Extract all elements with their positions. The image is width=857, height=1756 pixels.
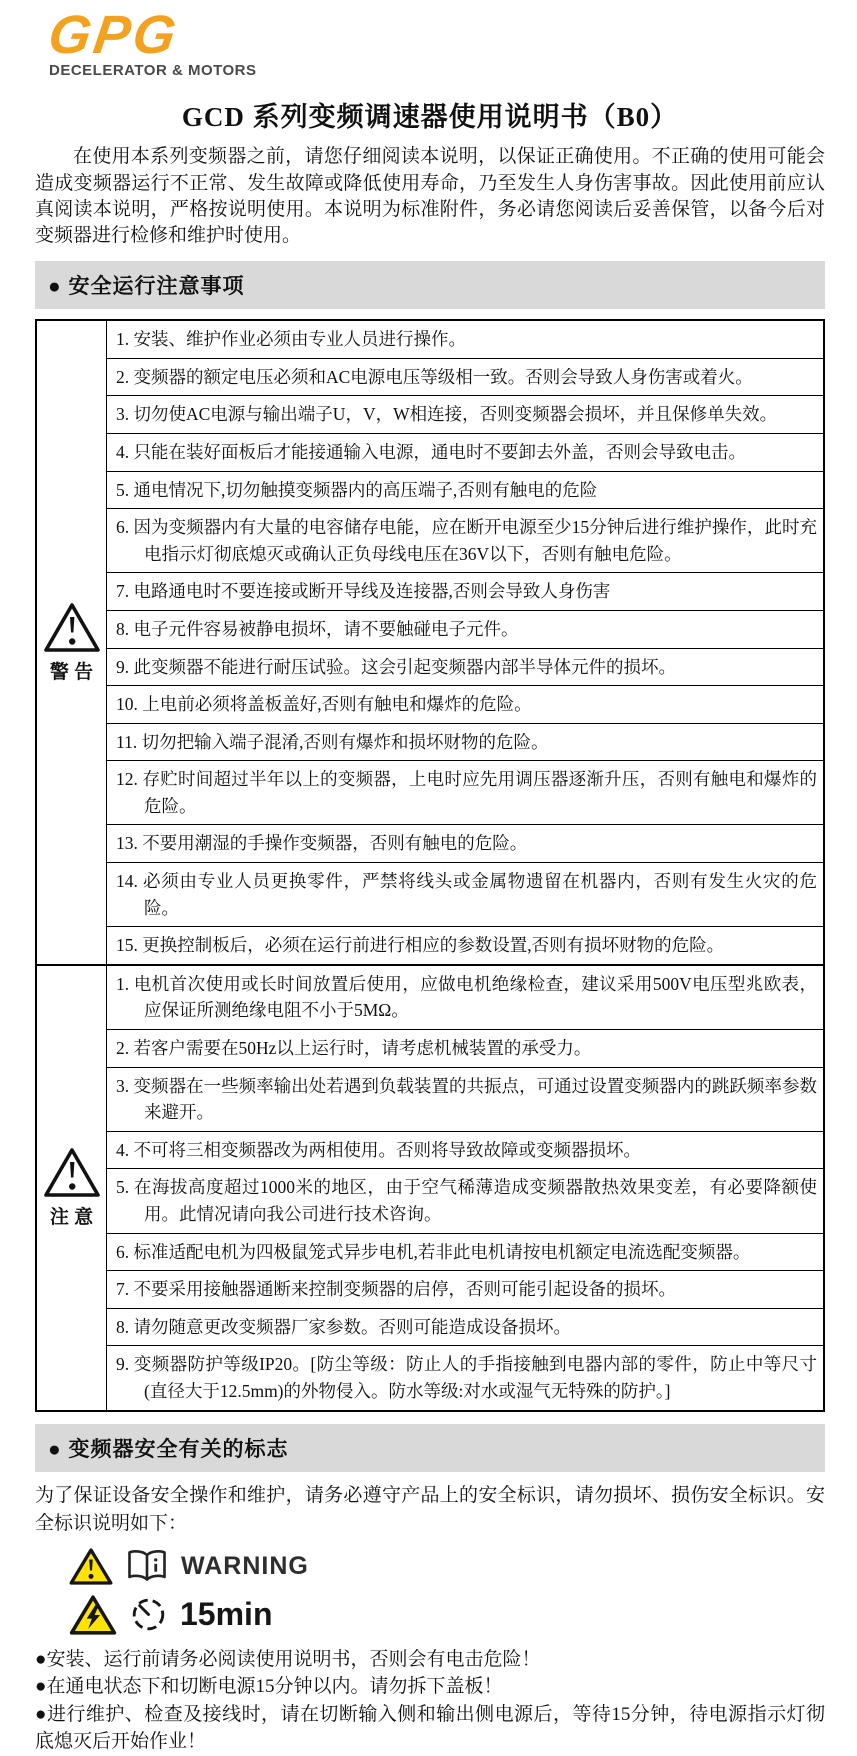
warning-sign-row: [69, 1547, 825, 1586]
brand-logo: GPG: [44, 5, 183, 65]
table-row: 10. 上电前必须将盖板盖好,否则有触电和爆炸的危险。: [107, 685, 823, 723]
table-row: 1. 电机首次使用或长时间放置后使用，应做电机绝缘检查，建议采用500V电压型兆欧表，应保证所测绝缘电阻不小于5MΩ。: [116, 973, 817, 1021]
read-manual-book-icon: [126, 1548, 168, 1584]
time-sign-label: 15min: [180, 1596, 273, 1633]
table-row: 9. 变频器防护等级IP20。[防尘等级：防止人的手指接触到电器内部的零件，防止中等尺寸(直径大于12.5mm)的外物侵入。防水等级:对水或湿气无特殊的防护。]: [107, 1345, 823, 1409]
brand-subtitle: DECELERATOR & MOTORS: [49, 62, 257, 80]
wait-timer-icon: [130, 1596, 167, 1633]
table-row: 2. 若客户需要在50Hz以上运行时，请考虑机械装置的承受力。: [107, 1029, 823, 1067]
table-row: 2. 变频器的额定电压必须和AC电源电压等级相一致。否则会导致人身伤害或着火。: [107, 358, 823, 396]
table-row: 14. 必须由专业人员更换零件，严禁将线头或金属物遗留在机器内，否则有发生火灾的危险。: [107, 862, 823, 926]
safety-note: ●在通电状态下和切断电源15分钟以内。请勿拆下盖板！: [35, 1676, 503, 1698]
safety-table: [35, 319, 825, 1411]
caution-group: [37, 964, 823, 1410]
table-row: 9. 此变频器不能进行耐压试验。这会引起变频器内部半导体元件的损坏。: [107, 648, 823, 686]
warning-group: [37, 321, 823, 964]
warning-label: 警 告: [49, 661, 94, 683]
page-title: GCD 系列变频调速器使用说明书（B0）: [181, 102, 679, 133]
caution-triangle-icon: [43, 1147, 101, 1199]
table-row: 3. 变频器在一些频率输出处若遇到负载装置的共振点，可通过设置变频器内的跳跃频率参数来避开。: [107, 1067, 823, 1131]
table-row: 11. 切勿把输入端子混淆,否则有爆炸和损坏财物的危险。: [107, 723, 823, 761]
safety-note: ●进行维护、检查及接线时，请在切断输入侧和输出侧电源后，等待15分钟，待电源指示灯彻底熄灭后开始作业！: [35, 1703, 825, 1753]
table-row: 1. 安装、维护作业必须由专业人员进行操作。: [116, 329, 466, 350]
table-row: 6. 标准适配电机为四极鼠笼式异步电机,若非此电机请按电机额定电流选配变频器。: [107, 1233, 823, 1271]
section-header-safety-signs: ● 变频器安全有关的标志: [35, 1424, 825, 1472]
safety-notes: [35, 1646, 825, 1756]
section-header-safety-notes: ● 安全运行注意事项: [35, 261, 825, 309]
safety-note: ●安装、运行前请务必阅读使用说明书，否则会有电击危险！: [35, 1648, 541, 1670]
exclamation-warning-triangle-icon: [69, 1547, 113, 1586]
warning-items: [107, 321, 823, 964]
warning-triangle-icon: [43, 602, 101, 654]
table-row: 7. 电路通电时不要连接或断开导线及连接器,否则会导致人身伤害: [107, 572, 823, 610]
table-row: 6. 因为变频器内有大量的电容储存电能，应在断开电源至少15分钟后进行维护操作，此时充电指示灯彻底熄灭或确认正负母线电压在36V以下，否则有触电危险。: [107, 508, 823, 572]
warning-sign-label: WARNING: [181, 1551, 309, 1580]
table-row: 8. 请勿随意更改变频器厂家参数。否则可能造成设备损坏。: [107, 1308, 823, 1346]
table-row: 8. 电子元件容易被静电损坏，请不要触碰电子元件。: [107, 610, 823, 648]
intro-paragraph: 在使用本系列变频器之前，请您仔细阅读本说明，以保证正确使用。不正确的使用可能会造成变频器运行不正常、发生故障或降低使用寿命，乃至发生人身伤害事故。因此使用前应认真阅读本说明，严格按说明使用。本说明为标准附件，务必请您阅读后妥善保管，以备今后对变频器进行检修和维护时使用。: [35, 146, 825, 246]
table-row: 7. 不要采用接触器通断来控制变频器的启停，否则可能引起设备的损坏。: [107, 1270, 823, 1308]
brand-logo-block: [35, 5, 825, 80]
caution-items: [107, 966, 823, 1410]
caution-side-cell: [37, 966, 107, 1410]
table-row: 5. 通电情况下,切勿触摸变频器内的高压端子,否则有触电的危险: [107, 471, 823, 509]
table-row: 4. 只能在装好面板后才能接通输入电源，通电时不要卸去外盖，否则会导致电击。: [107, 433, 823, 471]
table-row: 3. 切勿使AC电源与输出端子U，V，W相连接，否则变频器会损坏，并且保修单失效。: [107, 395, 823, 433]
electric-hazard-triangle-icon: [69, 1594, 117, 1636]
table-row: 5. 在海拔高度超过1000米的地区，由于空气稀薄造成变频器散热效果变差，有必要降额使用。此情况请向我公司进行技术咨询。: [107, 1168, 823, 1232]
table-row: 15. 更换控制板后，必须在运行前进行相应的参数设置,否则有损坏财物的危险。: [107, 926, 823, 964]
signs-intro-paragraph: 为了保证设备安全操作和维护，请务必遵守产品上的安全标识，请勿损坏、损伤安全标识。安全标识说明如下：: [35, 1484, 825, 1535]
table-row: 13. 不要用潮湿的手操作变频器，否则有触电的危险。: [107, 824, 823, 862]
table-row: 12. 存贮时间超过半年以上的变频器，上电时应先用调压器逐渐升压，否则有触电和爆炸的危险。: [107, 760, 823, 824]
caution-label: 注 意: [49, 1206, 94, 1228]
warning-side-cell: [37, 321, 107, 964]
electric-hazard-sign-row: [69, 1594, 825, 1636]
table-row: 4. 不可将三相变频器改为两相使用。否则将导致故障或变频器损坏。: [107, 1131, 823, 1169]
